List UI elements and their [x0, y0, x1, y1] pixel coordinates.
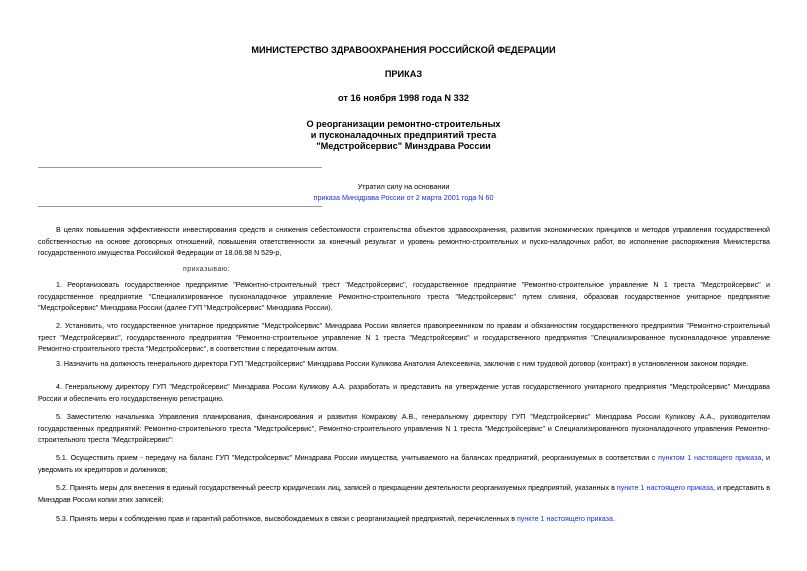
paragraph-5-1 [38, 453, 770, 476]
paragraph-5-3-text: 5.3. Принять меры к соблюдению прав и гарантий работников, высвобождаемых в связи с реорганизацией предприятий, перечисленных в [56, 515, 517, 523]
item-1-link[interactable]: пункте 1 настоящего приказа [616, 484, 714, 492]
status-text: Утратил силу на основании [357, 182, 450, 191]
divider-top [38, 167, 322, 168]
title-line: О реорганизации ремонтно-строительных [306, 119, 501, 129]
paragraph-5-1-text: 5.1. Осуществить прием - передачу на баланс ГУП "Медстройсервис" Минздрава России имущества, учитываемого на балансах предприятий, реорганизуемых в соответствии с [56, 454, 659, 462]
status-note [0, 181, 807, 203]
divider-bottom [38, 206, 322, 207]
decree-word: приказываю: [183, 266, 231, 273]
ministry-heading: МИНИСТЕРСТВО ЗДРАВООХРАНЕНИЯ РОССИЙСКОЙ ФЕДЕРАЦИИ [251, 45, 556, 55]
title-line: и пусконаладочных предприятий треста [310, 130, 497, 140]
item-1-link[interactable]: пунктом 1 настоящего приказа [658, 454, 762, 462]
item-1-link[interactable]: пункте 1 настоящего приказа [516, 515, 613, 523]
document-title [0, 119, 807, 152]
title-line: "Медстройсервис" Минздрава России [316, 141, 491, 151]
paragraph-5-2-text: 5.2. Принять меры для внесения в единый государственный реестр юридических лиц, записей о прекращении деятельности реорганизуемых предприятий, указанных в [56, 484, 617, 492]
repeal-order-link[interactable]: приказа Минздрава России от 2 марта 2001 года N 60 [313, 193, 494, 202]
paragraph-5-1-text-end: , и уведомить их кредиторов и должников; [38, 454, 770, 474]
paragraph-5-3-text-end: . [612, 515, 615, 523]
paragraph-5: 5. Заместителю начальника Управления планирования, финансирования и развития Комракову А.В., генеральному директору ГУП "Медстройсервис" Минздрава России Куликову А.А., руководителям государственных предприятий: Ремонтно-строительного треста "Медстройсервис", Ремонтно-строительного управления N 1 треста "Медстройсервис" и Специализированного пусконаладочного управления Ремонтно-строительного треста "Медстройсервис": [38, 413, 770, 445]
paragraph-5-2-text-end: , и представить в Минздрав России копии этих записей; [38, 484, 770, 504]
paragraph-5-2 [38, 483, 770, 506]
paragraph-3: 3. Назначить на должность генерального директора ГУП "Медстройсервис" Минздрава России Куликова Анатолия Алексеевича, заключив с ним трудовой договор (контракт) в установленном законом порядке. [56, 360, 749, 368]
paragraph-4: 4. Генеральному директору ГУП "Медстройсервис" Минздрава России Куликову А.А. разработать и представить на утверждение устав государственного унитарного предприятия "Медстройсервис" Минздрава России и обеспечить его государственную регистрацию. [38, 383, 770, 403]
paragraph-1: 1. Реорганизовать государственное предприятие "Ремонтно-строительный трест "Медстройсервис", государственное предприятие "Ремонтно-строительное управление N 1 треста "Медстройсервис" и государственное предприятие "Специализированное пусконаладочное управление Ремонтно-строительного треста "Медстройсервис" путем слияния, образовав государственное унитарное предприятие "Медстройсервис" Минздрава России (далее ГУП "Медстройсервис" Минздрава России). [38, 281, 770, 313]
preamble-paragraph: В целях повышения эффективности инвестирования средств и снижения себестоимости строительства объектов здравоохранения, развития экономических принципов и методов управления государственной собственностью на основе договорных отношений, повышения ответственности за конечный результат и уровень ремонтно-строительных и пуско-наладочных работ, во исполнение распоряжения Министерства государственного имущества Российской Федерации от 18.06.98 N 529-р, [38, 226, 770, 258]
document-date-number: от 16 ноября 1998 года N 332 [338, 93, 469, 103]
document-type: ПРИКАЗ [384, 69, 423, 79]
paragraph-5-3 [38, 514, 770, 526]
paragraph-2: 2. Установить, что государственное унитарное предприятие "Медстройсервис" Минздрава России является правопреемником по правам и обязанностям государственного предприятия "Ремонтно-строительный трест "Медстройсервис", государственного предприятия "Ремонтно-строительное управление N 1 треста "Медстройсервис" и государственного предприятия "Специализированное пусконаладочное управление Ремонтно-строительного треста "Медстройсервис", в соответствии с передаточным актом. [38, 322, 770, 354]
